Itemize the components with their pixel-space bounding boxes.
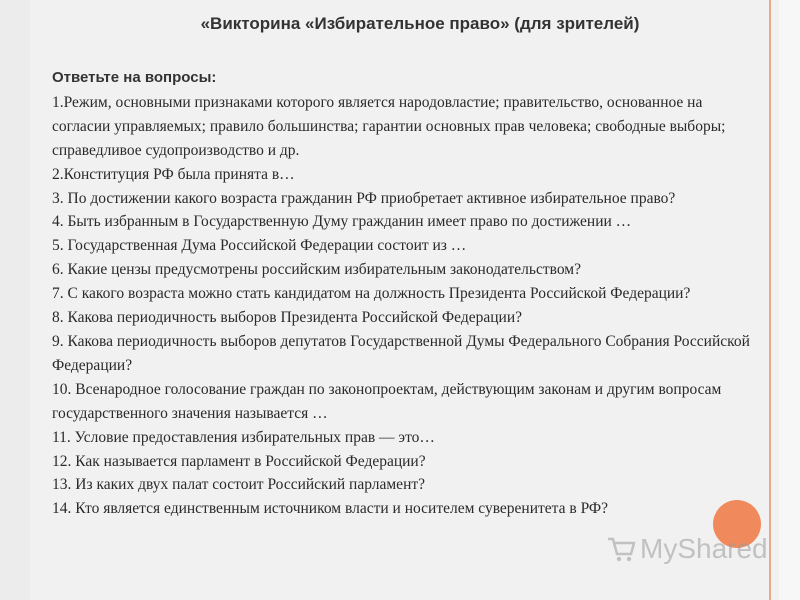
question-4: 4. Быть избранным в Государственную Думу гражданин имеет право по достижении … bbox=[52, 213, 632, 231]
right-panel bbox=[779, 0, 800, 600]
question-5: 5. Государственная Дума Российской Федерации состоит из … bbox=[52, 237, 467, 255]
watermark-text: MyShared bbox=[640, 533, 768, 564]
question-9: 9. Какова периодичность выборов депутатов Государственной Думы Федерального Собрания Российской Федерации? bbox=[52, 332, 750, 374]
question-8: 8. Какова периодичность выборов Президента Российской Федерации? bbox=[52, 309, 523, 327]
question-2: 2.Конституция РФ была принята в… bbox=[52, 165, 295, 183]
question-3: 3. По достижении какого возраста гражданин РФ приобретает активное избирательное право? bbox=[52, 189, 676, 207]
cart-icon bbox=[606, 534, 636, 564]
question-12: 12. Как называется парламент в Российской Федерации? bbox=[52, 452, 426, 470]
question-1: 1.Режим, основными признаками которого является народовластие; правительство, основанное на согласии управляемых; правило большинства; гарантии основных прав человека; свободные выборы; справедливое судопроизводство и др. bbox=[52, 93, 726, 159]
left-bar bbox=[0, 0, 30, 600]
slide-content bbox=[52, 66, 764, 521]
slide-subtitle: Ответьте на вопросы: bbox=[52, 69, 217, 86]
question-10: 10. Всенародное голосование граждан по законопроектам, действующим законам и другим вопросам государственного значения называется … bbox=[52, 380, 722, 422]
question-7: 7. С какого возраста можно стать кандидатом на должность Президента Российской Федерации? bbox=[52, 285, 691, 303]
question-11: 11. Условие предоставления избирательных прав — это… bbox=[52, 428, 435, 446]
question-14: 14. Кто является единственным источником власти и носителем суверенитета в РФ? bbox=[52, 500, 609, 518]
accent-line bbox=[769, 0, 771, 600]
watermark bbox=[606, 533, 768, 565]
slide-title: «Викторина «Избирательное право» (для зрителей) bbox=[200, 14, 640, 33]
question-6: 6. Какие цензы предусмотрены российским избирательным законодательством? bbox=[52, 261, 581, 279]
question-13: 13. Из каких двух палат состоит Российский парламент? bbox=[52, 476, 426, 494]
